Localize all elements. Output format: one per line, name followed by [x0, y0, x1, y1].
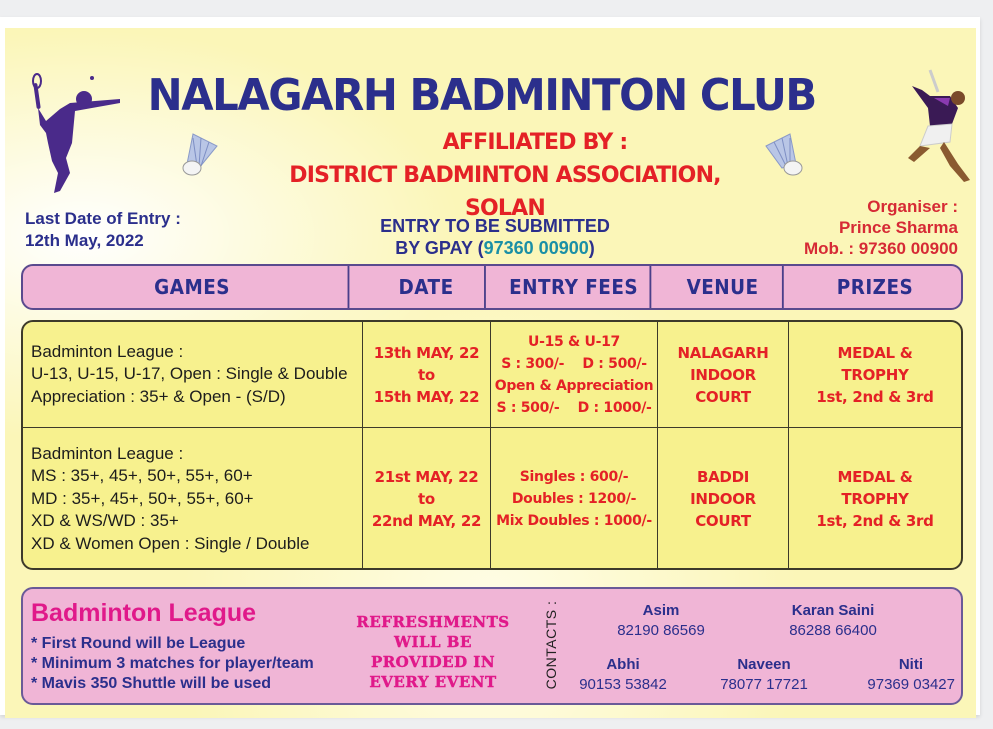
games-line: Badminton League :: [31, 443, 184, 463]
league-note: * Minimum 3 matches for player/team: [31, 655, 314, 672]
prizes-cell: [789, 428, 961, 570]
league-note: * First Round will be League: [31, 635, 246, 652]
shuttlecock-icon: [173, 128, 221, 176]
column-header-prizes: PRIZES: [836, 275, 914, 299]
affiliation-block: [255, 126, 755, 225]
prizes-line: 1st, 2nd & 3rd: [816, 512, 934, 530]
contact-name: Karan Saini: [791, 602, 875, 619]
contact-karan-saini: [773, 601, 893, 641]
prizes-line: MEDAL &: [837, 468, 913, 486]
fees-line: S : 300/- D : 500/-: [501, 355, 647, 372]
affiliated-org: DISTRICT BADMINTON ASSOCIATION,: [289, 163, 721, 188]
organiser-label: Organiser :: [867, 197, 958, 216]
venue-line: INDOOR: [690, 490, 756, 508]
submission-line2: [345, 237, 645, 259]
shuttlecock-icon: [762, 128, 810, 176]
fees-cell: [491, 428, 658, 570]
games-line: U-13, U-15, U-17, Open : Single & Double: [31, 364, 348, 384]
league-note: * Mavis 350 Shuttle will be used: [31, 675, 272, 692]
fees-line: Singles : 600/-: [519, 469, 629, 485]
column-header-venue: VENUE: [663, 266, 784, 308]
column-header-entry-fees: ENTRY FEES: [498, 266, 652, 308]
contact-name: Naveen: [737, 656, 791, 673]
league-title: Badminton League: [31, 599, 257, 627]
player-smash-icon: [900, 68, 975, 188]
last-date-block: [25, 208, 181, 252]
league-notes: [31, 634, 314, 694]
contact-phone: 78077 17721: [720, 676, 808, 693]
submission-block: [345, 215, 645, 259]
contact-name: Niti: [898, 656, 923, 673]
table-row: [23, 322, 961, 428]
date-to: to: [418, 365, 435, 384]
fees-line: Doubles : 1200/-: [511, 491, 637, 507]
refreshments-line: WILL BE: [394, 633, 472, 651]
events-table: [21, 320, 963, 570]
venue-line: COURT: [695, 387, 751, 406]
contact-phone: 97369 03427: [867, 676, 955, 693]
date-to: to: [418, 490, 435, 508]
games-cell: [23, 322, 363, 427]
games-line: XD & WS/WD : 35+: [31, 511, 179, 531]
contact-phone: 82190 86569: [617, 622, 705, 639]
contacts-label: CONTACTS :: [543, 600, 559, 690]
contact-niti: [835, 655, 955, 695]
date-end: 15th MAY, 22: [373, 387, 480, 406]
contact-asim: [601, 601, 721, 641]
column-header-date: DATE: [368, 266, 486, 308]
table-header: [21, 264, 963, 310]
games-cell: [23, 428, 363, 570]
table-row: [23, 428, 961, 570]
venue-line: BADDI: [696, 468, 750, 486]
contact-phone: 90153 53842: [579, 676, 667, 693]
date-start: 21st MAY, 22: [374, 468, 479, 486]
page-title: NALAGARH BADMINTON CLUB: [147, 70, 816, 121]
contact-name: Abhi: [606, 656, 640, 673]
refreshments-notice: [353, 612, 513, 692]
column-header-games: GAMES: [37, 266, 350, 308]
refreshments-line: PROVIDED IN: [370, 653, 496, 671]
date-start: 13th MAY, 22: [373, 343, 480, 362]
fees-line: Open & Appreciation: [494, 377, 654, 394]
contact-abhi: [563, 655, 683, 695]
contact-naveen: [704, 655, 824, 695]
prizes-line: MEDAL &: [837, 343, 913, 362]
last-date-label: Last Date of Entry :: [25, 209, 181, 228]
venue-cell: [658, 428, 789, 570]
fees-line: U-15 & U-17: [528, 333, 620, 350]
gpay-suffix: ): [588, 238, 595, 258]
organiser-mobile: Mob. : 97360 00900: [803, 239, 958, 258]
prizes-cell: [789, 322, 961, 427]
contact-name: Asim: [642, 602, 680, 619]
footer-panel: [21, 587, 963, 705]
games-line: MS : 35+, 45+, 50+, 55+, 60+: [31, 466, 253, 486]
prizes-line: TROPHY: [841, 365, 909, 384]
fees-line: S : 500/- D : 1000/-: [496, 399, 652, 416]
fees-line: Mix Doubles : 1000/-: [496, 513, 652, 529]
games-line: Appreciation : 35+ & Open - (S/D): [31, 386, 286, 406]
organiser-block: [804, 196, 958, 259]
refreshments-line: REFRESHMENTS: [356, 613, 510, 631]
refreshments-line: EVERY EVENT: [369, 673, 497, 691]
games-line: MD : 35+, 45+, 50+, 55+, 60+: [31, 488, 254, 508]
gpay-prefix: BY GPAY (: [395, 238, 484, 258]
venue-line: INDOOR: [690, 365, 756, 384]
games-line: Badminton League :: [31, 341, 184, 361]
date-end: 22nd MAY, 22: [371, 512, 482, 530]
games-line: XD & Women Open : Single / Double: [31, 533, 310, 553]
prizes-line: 1st, 2nd & 3rd: [816, 387, 934, 406]
fees-cell: [491, 322, 658, 427]
last-date-value: 12th May, 2022: [25, 231, 144, 250]
prizes-line: TROPHY: [841, 490, 909, 508]
venue-line: NALAGARH: [677, 343, 769, 362]
contact-phone: 86288 66400: [789, 622, 877, 639]
organiser-name: Prince Sharma: [838, 218, 958, 237]
venue-line: COURT: [695, 512, 751, 530]
venue-cell: [658, 322, 789, 427]
affiliated-city: SOLAN: [464, 196, 545, 221]
submission-line1: ENTRY TO BE SUBMITTED: [380, 216, 610, 236]
player-silhouette-icon: [30, 73, 125, 203]
date-cell: [363, 322, 491, 427]
gpay-number: 97360 00900: [483, 238, 589, 258]
date-cell: [363, 428, 491, 570]
affiliated-label: AFFILIATED BY :: [442, 130, 628, 155]
